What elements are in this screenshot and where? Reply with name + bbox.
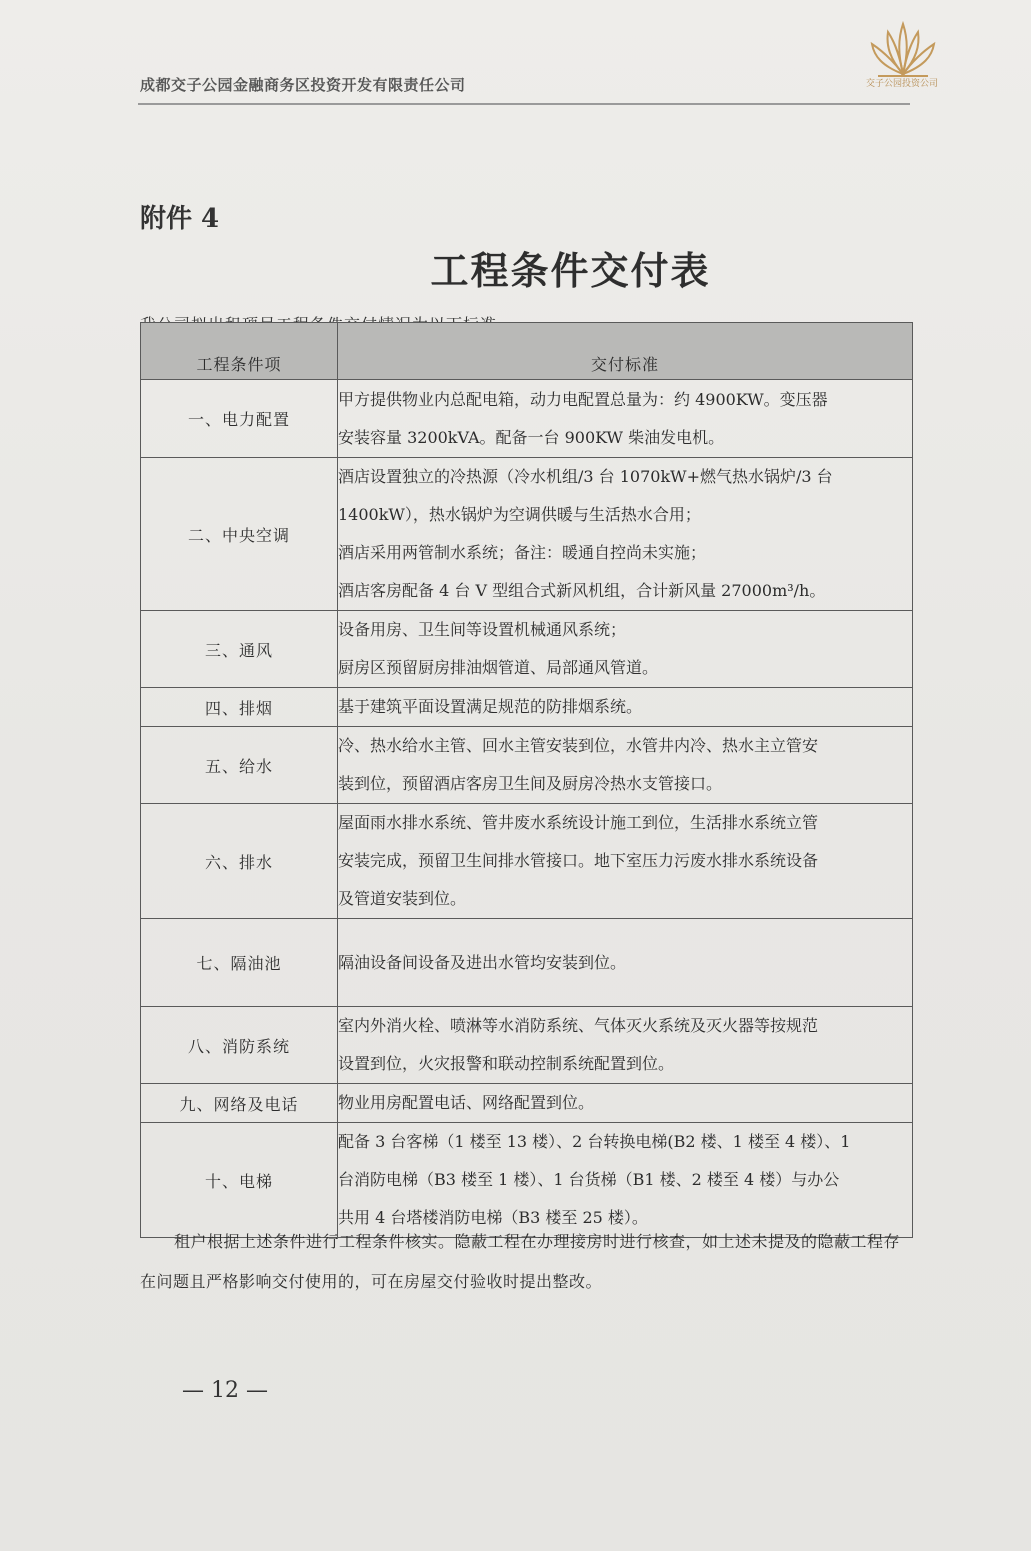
delivery-standard — [338, 1007, 913, 1084]
table-header-row — [141, 323, 913, 380]
standard-line: 及管道安装到位。 — [338, 889, 467, 908]
delivery-standard — [338, 919, 913, 1007]
standard-line: 设置到位，火灾报警和联动控制系统配置到位。 — [338, 1054, 675, 1073]
page-number: — 12 — — [182, 1378, 268, 1403]
standard-line: 甲方提供物业内总配电箱，动力电配置总量为：约 4900KW。变压器 — [338, 389, 828, 409]
standard-line: 酒店采用两管制水系统；备注：暖通自控尚未实施； — [338, 543, 707, 562]
condition-item: 八、消防系统 — [141, 1007, 338, 1084]
header-divider — [138, 103, 910, 105]
standard-line: 厨房区预留厨房排油烟管道、局部通风管道。 — [338, 658, 659, 677]
delivery-standard — [338, 611, 913, 688]
standard-line: 台消防电梯（B3 楼至 1 楼）、1 台货梯（B1 楼、2 楼至 4 楼）与办公 — [338, 1170, 840, 1189]
column-header-standard: 交付标准 — [338, 323, 913, 380]
standard-line: 屋面雨水排水系统、管井废水系统设计施工到位，生活排水系统立管 — [338, 813, 819, 832]
table-row — [141, 727, 913, 804]
standard-line: 冷、热水给水主管、回水主管安装到位，水管井内冷、热水主立管安 — [338, 736, 819, 755]
condition-item: 七、隔油池 — [141, 919, 338, 1007]
delivery-standard — [338, 380, 913, 458]
standard-line: 装到位，预留酒店客房卫生间及厨房冷热水支管接口。 — [338, 774, 723, 793]
delivery-conditions-table — [140, 322, 913, 1238]
header-company-name: 成都交子公园金融商务区投资开发有限责任公司 — [140, 76, 466, 94]
table-row — [141, 919, 913, 1007]
condition-item: 六、排水 — [141, 804, 338, 919]
standard-line: 共用 4 台塔楼消防电梯（B3 楼至 25 楼）。 — [338, 1208, 648, 1227]
table-row — [141, 688, 913, 727]
condition-item: 四、排烟 — [141, 688, 338, 727]
column-header-item: 工程条件项 — [141, 323, 338, 380]
footnote-paragraph: 租户根据上述条件进行工程条件核实。隐蔽工程在办理接房时进行核查，如上述未提及的隐蔽工程存在问题且严格影响交付使用的，可在房屋交付验收时提出整改。 — [140, 1232, 901, 1291]
table-row — [141, 458, 913, 611]
table-row — [141, 1084, 913, 1123]
condition-item: 九、网络及电话 — [141, 1084, 338, 1123]
table-row — [141, 1007, 913, 1084]
delivery-standard — [338, 1084, 913, 1123]
standard-line: 酒店设置独立的冷热源（冷水机组/3 台 1070kW+燃气热水锅炉/3 台 — [338, 467, 833, 486]
condition-item: 五、给水 — [141, 727, 338, 804]
logo-caption: 交子公园投资公司 — [865, 79, 938, 89]
standard-line: 安装容量 3200kVA。配备一台 900KW 柴油发电机。 — [338, 427, 725, 447]
standard-line: 1400kW），热水锅炉为空调供暖与生活热水合用； — [338, 505, 701, 524]
delivery-standard — [338, 688, 913, 727]
condition-item: 一、电力配置 — [141, 380, 338, 458]
standard-line: 室内外消火栓、喷淋等水消防系统、气体灭火系统及灭火器等按规范 — [338, 1016, 819, 1035]
standard-line: 隔油设备间设备及进出水管均安装到位。 — [338, 952, 627, 972]
table-row — [141, 1123, 913, 1238]
standard-line: 配备 3 台客梯（1 楼至 13 楼）、2 台转换电梯(B2 楼、1 楼至 4 楼）、1 — [338, 1132, 851, 1151]
condition-item: 三、通风 — [141, 611, 338, 688]
document-title: 工程条件交付表 — [430, 248, 711, 293]
standard-line: 安装完成，预留卫生间排水管接口。地下室压力污废水排水系统设备 — [338, 851, 819, 870]
standard-line: 物业用房配置电话、网络配置到位。 — [338, 1093, 595, 1112]
delivery-standard — [338, 1123, 913, 1238]
attachment-label: 附件 4 — [140, 204, 220, 234]
table-row — [141, 611, 913, 688]
table-row — [141, 380, 913, 458]
standard-line: 设备用房、卫生间等设置机械通风系统； — [338, 620, 627, 639]
standard-line: 基于建筑平面设置满足规范的防排烟系统。 — [338, 697, 643, 716]
condition-item: 二、中央空调 — [141, 458, 338, 611]
delivery-standard — [338, 727, 913, 804]
delivery-standard — [338, 458, 913, 611]
standard-line: 酒店客房配备 4 台 V 型组合式新风机组，合计新风量 27000m³/h。 — [338, 581, 826, 600]
table-row — [141, 804, 913, 919]
delivery-standard — [338, 804, 913, 919]
condition-item: 十、电梯 — [141, 1123, 338, 1238]
